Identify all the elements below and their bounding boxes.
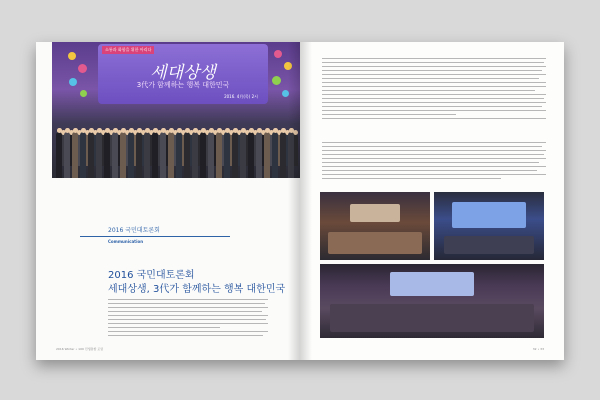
text-line — [322, 166, 546, 167]
banner-title: 세대상생 — [150, 63, 216, 83]
page-gutter-shadow — [288, 42, 312, 360]
text-line — [322, 170, 537, 171]
crowd-person-head — [121, 128, 126, 133]
text-line — [108, 331, 268, 332]
crowd-person-head — [65, 128, 70, 133]
crowd-person — [80, 132, 86, 178]
text-line — [322, 110, 546, 111]
text-line — [322, 102, 546, 103]
crowd-person — [152, 132, 158, 178]
crowd-person — [96, 132, 102, 178]
page-footer-left: 2016 Winter • 100 민생통합 포럼 — [56, 347, 104, 351]
event-banner — [98, 44, 268, 104]
crowd-person-head — [249, 128, 254, 133]
right-page — [300, 42, 564, 360]
article-title-line1: 2016 국민대토론회 — [108, 270, 195, 281]
text-line — [322, 66, 546, 67]
crowd-person-head — [185, 128, 190, 133]
text-line — [108, 303, 265, 304]
crowd-person-head — [81, 128, 86, 133]
article-body — [108, 299, 268, 339]
crowd-person-head — [137, 128, 142, 133]
text-line — [108, 299, 268, 300]
text-line — [322, 146, 542, 147]
crowd-person — [64, 132, 70, 178]
crowd-person — [256, 132, 262, 178]
crowd-person — [120, 132, 126, 178]
text-line — [322, 82, 546, 83]
crowd-person — [232, 132, 238, 178]
crowd-person — [184, 132, 190, 178]
crowd-person — [160, 132, 166, 178]
text-line — [322, 174, 546, 175]
section-divider — [80, 236, 230, 237]
crowd-person — [168, 132, 174, 178]
balloon-decoration-left — [66, 48, 92, 104]
crowd-person-head — [257, 128, 262, 133]
text-line — [322, 78, 539, 79]
crowd — [52, 112, 300, 178]
text-line — [108, 319, 266, 320]
article-title-line2: 세대상생, 3代가 함께하는 행복 대한민국 — [108, 284, 286, 295]
banner-tag: 소통과 화합을 위한 아리다 — [102, 46, 154, 54]
crowd-person — [280, 132, 286, 178]
crowd-person-head — [177, 128, 182, 133]
crowd-person-head — [113, 128, 118, 133]
group-photo — [52, 42, 300, 178]
crowd-person-head — [193, 128, 198, 133]
crowd-person — [216, 132, 222, 178]
crowd-person-head — [265, 128, 270, 133]
crowd-person — [208, 132, 214, 178]
text-line — [108, 323, 268, 324]
text-line — [108, 311, 262, 312]
text-line — [108, 327, 220, 328]
text-line — [322, 58, 546, 59]
text-line — [322, 94, 546, 95]
text-line — [322, 178, 501, 179]
article-body-second — [322, 142, 546, 182]
crowd-person — [88, 132, 94, 178]
text-line — [108, 307, 268, 308]
text-line — [322, 90, 535, 91]
crowd-person-head — [273, 128, 278, 133]
crowd-person — [128, 132, 134, 178]
text-line — [322, 62, 544, 63]
crowd-person-head — [233, 128, 238, 133]
crowd-person — [224, 132, 230, 178]
text-line — [322, 70, 542, 71]
crowd-person-head — [97, 128, 102, 133]
text-line — [322, 154, 544, 155]
page-number: 32 • 33 — [532, 347, 544, 351]
text-line — [322, 74, 546, 75]
text-line — [322, 86, 546, 87]
text-line — [322, 106, 542, 107]
crowd-person-head — [129, 128, 134, 133]
text-line — [322, 158, 546, 159]
crowd-person-head — [161, 128, 166, 133]
crowd-person-head — [105, 128, 110, 133]
crowd-person — [72, 132, 78, 178]
article-body-continued — [322, 58, 546, 122]
crowd-person-head — [201, 128, 206, 133]
text-line — [322, 118, 546, 119]
crowd-person-head — [145, 128, 150, 133]
text-line — [322, 150, 546, 151]
crowd-person-head — [153, 128, 158, 133]
crowd-person — [272, 132, 278, 178]
crowd-person — [264, 132, 270, 178]
crowd-person — [192, 132, 198, 178]
crowd-person-head — [57, 128, 62, 133]
magazine-spread — [36, 42, 564, 360]
text-line — [322, 142, 546, 143]
audience-photo — [320, 192, 430, 260]
crowd-person — [200, 132, 206, 178]
crowd-person-head — [209, 128, 214, 133]
text-line — [322, 98, 544, 99]
crowd-person-head — [73, 128, 78, 133]
crowd-person-head — [217, 128, 222, 133]
text-line — [108, 315, 268, 316]
crowd-person — [56, 132, 62, 178]
crowd-person-head — [281, 128, 286, 133]
text-line — [322, 114, 456, 115]
crowd-person-head — [89, 128, 94, 133]
crowd-person — [248, 132, 254, 178]
crowd-person-head — [169, 128, 174, 133]
section-label-english: Communication — [108, 239, 144, 244]
banner-date: 2016. 4月(목) 2시 — [224, 94, 258, 99]
crowd-person — [240, 132, 246, 178]
section-label: 2016 국민대토론회 — [108, 227, 160, 234]
stage-photo — [434, 192, 544, 260]
text-line — [108, 335, 263, 336]
crowd-person-head — [225, 128, 230, 133]
crowd-person — [112, 132, 118, 178]
left-page — [36, 42, 300, 360]
crowd-person — [104, 132, 110, 178]
crowd-person — [136, 132, 142, 178]
crowd-person — [144, 132, 150, 178]
hall-photo — [320, 264, 544, 338]
banner-subtitle: 3代가 함께하는 행복 대한민국 — [136, 81, 230, 89]
crowd-person — [176, 132, 182, 178]
crowd-person-head — [241, 128, 246, 133]
text-line — [322, 162, 539, 163]
